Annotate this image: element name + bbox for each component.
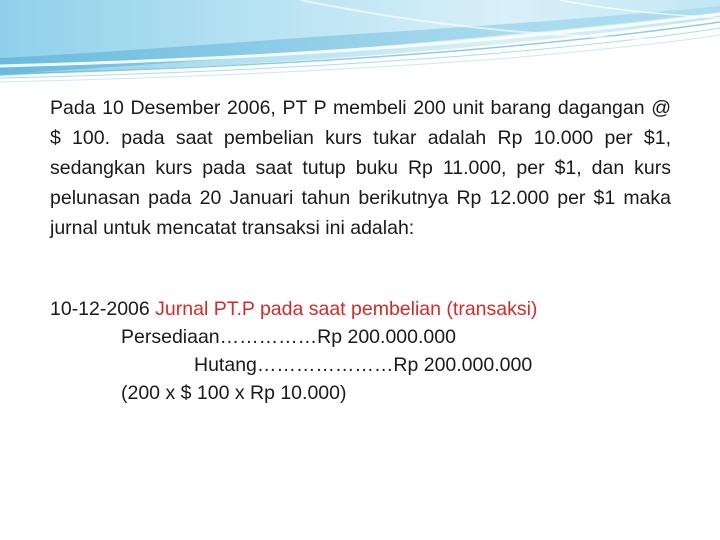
journal-credit-line: Hutang…………………Rp 200.000.000 [194, 354, 533, 376]
journal-debit-line: Persediaan……………Rp 200.000.000 [121, 326, 456, 348]
journal-entry [50, 295, 690, 407]
journal-heading-line [50, 295, 690, 323]
header-wave-decoration [0, 0, 720, 90]
problem-paragraph: Pada 10 Desember 2006, PT P membeli 200 unit barang dagangan @ $ 100. pada saat pembelian kurs tukar adalah Rp 10.000 per $1, sedangkan kurs pada saat tutup buku Rp 11.000, per $1, dan kurs pelunasan pada 20 Januari tahun berikutnya Rp 12.000 per $1 maka jurnal untuk mencatat transaksi ini adalah: [50, 97, 671, 239]
journal-calculation-line: (200 x $ 100 x Rp 10.000) [121, 382, 347, 404]
journal-date: 10-12-2006 [50, 298, 156, 320]
journal-heading: Jurnal PT.P pada saat pembelian (transaksi) [155, 298, 538, 320]
